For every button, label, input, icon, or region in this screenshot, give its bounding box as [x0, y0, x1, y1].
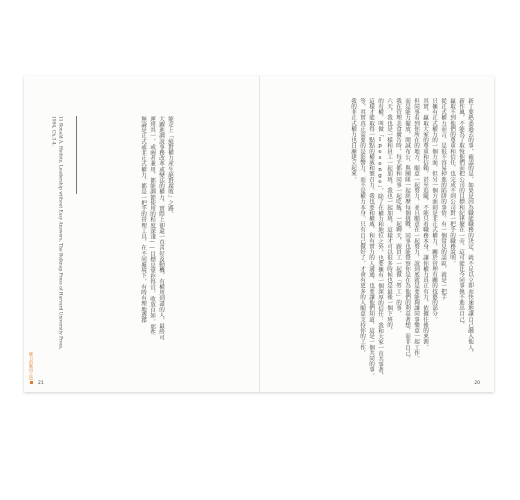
running-mark-swatch	[30, 381, 33, 384]
body-column-8: 而是能力擺放，開誠布公，與團隊一起經歷每個挑戰，同事也能覺察你是在為他們的利益著想，而非自己。	[404, 98, 410, 362]
page-number-left: 21	[38, 381, 44, 386]
body-column-7: 但同事看到你所在的地方，願意一起努力，並且願意在一起努力，說到底就是要能夠讓同事樂意一起工作。	[413, 98, 419, 362]
body-column-2: 運用其一，或兩者兼用，都能調節使用的程度深淺——目標是掌控得宜，收放自如。那些	[149, 116, 155, 336]
left-page	[24, 76, 260, 392]
body-column-4: 從正式權力而言，是很不容易掉進的陷阱的事情。有一個常見的誤區，就是一把手	[440, 98, 446, 300]
running-head: 權力的應用之道	[29, 352, 34, 380]
right-page	[259, 76, 494, 392]
body-column-14: 我的非正式權力也日漸建立起來。	[350, 98, 356, 182]
body-column-6: 其實，贏取大家的尊重和信賴，甚至追隨，不能只看職務本身。讓你權力真正有力，依據往後的來源，	[422, 98, 428, 350]
body-column-3: 贏取不到他們的尊重和信任，也完成不到公司對一把手的職務說明。	[449, 98, 455, 266]
book-spread	[24, 76, 494, 392]
body-column-13: 等，其實真正需要的是影響力，而不是權力本身。只有自己做好了，才會有更多的人願意支持你的工作，	[359, 98, 365, 356]
page-number-right: 20	[474, 381, 480, 386]
footnote-line-2: 1994, Ch.3-4.	[50, 116, 56, 147]
body-column-4: 能走上「絕對權力產生絕對腐敗」之路。	[167, 116, 173, 217]
body-column-11: 的有權，叫做「Ipesenge」，除了在權力和地位之外，也要擁有一個深厚的信任：我和大家一直共事著，	[377, 98, 383, 379]
body-column-12: 這樣才能取得一點點的權威和號召力。我也要和權威、和有實力的人溝通，也要讓他們知道，這是一個共同的事。	[368, 98, 374, 378]
body-column-5: 只擁有正式權力的一個方面，但另一個方面則是非正式權力，關於管理有關的技藝的部分。	[431, 98, 437, 322]
body-column-1: 新丁要熟悉過去的事，確認的是，如果是因為職能職務的決定，就不足以立即而快速地讓自己融入他人，	[467, 98, 473, 356]
body-column-9: 我在管理美食廣告時，每天都和同事一起吃飯，一起聊天，跟員工一起做「勞工」的事，	[395, 98, 401, 317]
body-column-10: 六天，我也是一樣和員工一起加班，我也一起加班，這樣才可以很多時候也是最後一個下班的，	[386, 98, 392, 334]
footnote-line-1: 11 Ronald A. Heifetz, Leadership without Easy Answers, The Belknap Press of Harvard University Press,	[57, 116, 63, 350]
footnote-rule	[76, 116, 77, 194]
body-column-2: 新作風，不能為了取悅他們而把公司的目標和紀律擺在一旁，這可能比今同事換不進出自己，	[458, 98, 464, 328]
body-column-1: 無論是正式或非正式權力，都是一把手的管理工具，在不同處境下，有時有理地選擇	[140, 116, 146, 324]
body-column-3: 大躍進調說事務改革或變法的權力，實際上卻還一直喜好及動機，有權用到盡的人，最終可	[158, 116, 164, 340]
